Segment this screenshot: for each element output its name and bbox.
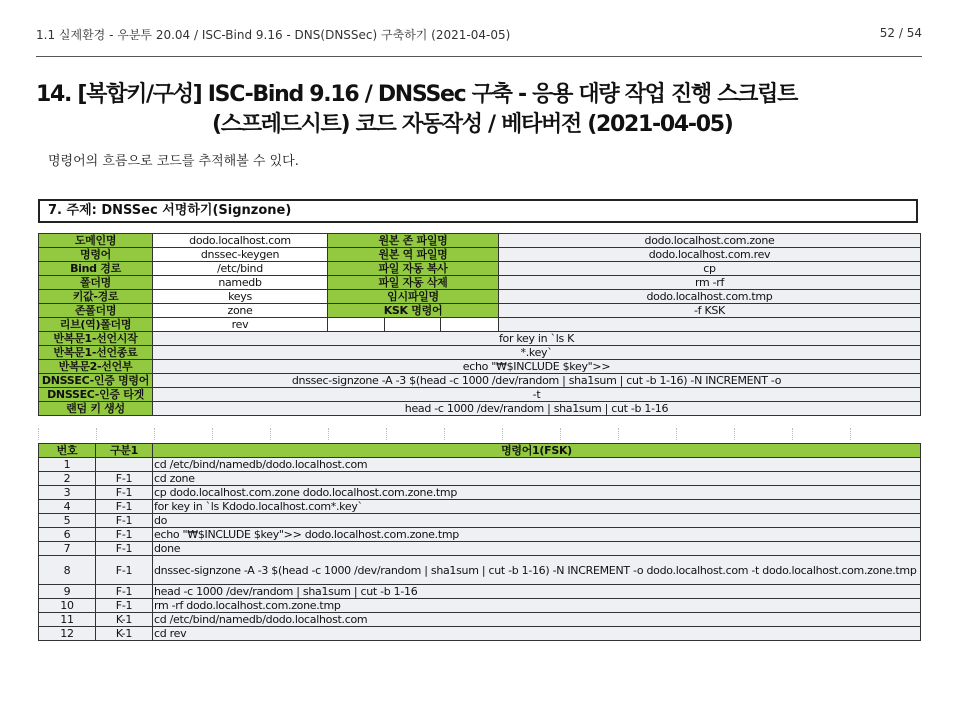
command-row (39, 528, 921, 542)
command-table (38, 443, 921, 641)
config-label: 명령어 (39, 248, 153, 262)
config-label: 원본 존 파일명 (328, 234, 499, 248)
command-row (39, 613, 921, 627)
command-row (39, 585, 921, 599)
config-value: dnssec-keygen (153, 248, 328, 262)
command-table-header (39, 444, 921, 458)
config-value: namedb (153, 276, 328, 290)
row-command: do (153, 514, 921, 528)
empty-cell (328, 318, 385, 332)
row-number: 12 (39, 627, 96, 641)
row-type: F-1 (96, 542, 153, 556)
row-number: 7 (39, 542, 96, 556)
config-table (38, 233, 921, 416)
row-type (96, 458, 153, 472)
page-header (36, 22, 922, 57)
row-command: cp dodo.localhost.com.zone dodo.localhost.com.zone.tmp (153, 486, 921, 500)
empty-cell (441, 318, 499, 332)
config-row (39, 276, 921, 290)
config-row (39, 304, 921, 318)
row-number: 9 (39, 585, 96, 599)
row-command: echo "₩$INCLUDE $key">> dodo.localhost.com.zone.tmp (153, 528, 921, 542)
row-number: 5 (39, 514, 96, 528)
row-command: cd /etc/bind/namedb/dodo.localhost.com (153, 613, 921, 627)
row-type: F-1 (96, 514, 153, 528)
config-value: dodo.localhost.com.tmp (499, 290, 921, 304)
config-label: Bind 경로 (39, 262, 153, 276)
command-row (39, 486, 921, 500)
config-row (39, 290, 921, 304)
row-number: 11 (39, 613, 96, 627)
row-number: 3 (39, 486, 96, 500)
config-label: 파일 자동 삭제 (328, 276, 499, 290)
header-type: 구분1 (96, 444, 153, 458)
command-row (39, 556, 921, 585)
row-type: F-1 (96, 556, 153, 585)
config-value: keys (153, 290, 328, 304)
row-number: 1 (39, 458, 96, 472)
title-line-1: 14. [복합키/구성] ISC-Bind 9.16 / DNSSec 구축 - 응용 대량 작업 진행 스크립트 (36, 82, 798, 107)
config-label: 원본 역 파일명 (328, 248, 499, 262)
empty-cell (385, 318, 441, 332)
row-type: F-1 (96, 486, 153, 500)
row-type: K-1 (96, 627, 153, 641)
row-number: 2 (39, 472, 96, 486)
row-command: dnssec-signzone -A -3 $(head -c 1000 /dev/random | sha1sum | cut -b 1-16) -N INCREMENT -o dodo.localhost.com -t dodo.localhost.com.zone.tmp (153, 556, 921, 585)
command-row (39, 458, 921, 472)
row-number: 10 (39, 599, 96, 613)
config-row-wide (39, 374, 921, 388)
config-label: 임시파일명 (328, 290, 499, 304)
config-row-wide (39, 402, 921, 416)
row-number: 4 (39, 500, 96, 514)
config-label: KSK 명령어 (328, 304, 499, 318)
description: 명령어의 흐름으로 코드를 추적해볼 수 있다. (48, 154, 299, 169)
config-label: 반복문1-선언종료 (39, 346, 153, 360)
config-label: 폴더명 (39, 276, 153, 290)
config-value: dodo.localhost.com (153, 234, 328, 248)
command-row (39, 542, 921, 556)
row-type: F-1 (96, 599, 153, 613)
row-number: 6 (39, 528, 96, 542)
header-cmd: 명령어1(FSK) (153, 444, 921, 458)
config-value: dodo.localhost.com.rev (499, 248, 921, 262)
row-command: cd rev (153, 627, 921, 641)
page-number: 52 / 54 (879, 26, 922, 40)
command-row (39, 500, 921, 514)
config-row (39, 318, 921, 332)
config-label: 파일 자동 복사 (328, 262, 499, 276)
config-label: 존폴더명 (39, 304, 153, 318)
config-row-wide (39, 346, 921, 360)
config-row-wide (39, 360, 921, 374)
config-value: rev (153, 318, 328, 332)
config-value: /etc/bind (153, 262, 328, 276)
config-row (39, 248, 921, 262)
config-label: 반복문2-선언부 (39, 360, 153, 374)
row-command: rm -rf dodo.localhost.com.zone.tmp (153, 599, 921, 613)
config-value (499, 318, 921, 332)
config-label: 도메인명 (39, 234, 153, 248)
config-label: 랜덤 키 생성 (39, 402, 153, 416)
config-row (39, 262, 921, 276)
config-value: for key in `ls K (153, 332, 921, 346)
config-value: zone (153, 304, 328, 318)
config-value: rm -rf (499, 276, 921, 290)
title-line-2: (스프레드시트) 코드 자동작성 / 베타버전 (2021-04-05) (212, 112, 733, 137)
config-value: cp (499, 262, 921, 276)
row-number: 8 (39, 556, 96, 585)
row-command: head -c 1000 /dev/random | sha1sum | cut -b 1-16 (153, 585, 921, 599)
config-label: 리브(역)폴더명 (39, 318, 153, 332)
command-row (39, 627, 921, 641)
row-type: F-1 (96, 528, 153, 542)
header-title: 1.1 실제환경 - 우분투 20.04 / ISC-Bind 9.16 - DNS(DNSSec) 구축하기 (2021-04-05) (36, 28, 511, 42)
config-value: dnssec-signzone -A -3 $(head -c 1000 /dev/random | sha1sum | cut -b 1-16) -N INCREMENT -o (153, 374, 921, 388)
config-value: head -c 1000 /dev/random | sha1sum | cut -b 1-16 (153, 402, 921, 416)
topic-box: 7. 주제: DNSSec 서명하기(Signzone) (38, 199, 918, 223)
row-command: done (153, 542, 921, 556)
row-type: F-1 (96, 585, 153, 599)
config-value: echo "₩$INCLUDE $key">> (153, 360, 921, 374)
config-value: -t (153, 388, 921, 402)
row-type: F-1 (96, 500, 153, 514)
config-label: 반복문1-선언시작 (39, 332, 153, 346)
row-command: cd zone (153, 472, 921, 486)
config-label: 키값-경로 (39, 290, 153, 304)
header-num: 번호 (39, 444, 96, 458)
command-row (39, 514, 921, 528)
row-command: cd /etc/bind/namedb/dodo.localhost.com (153, 458, 921, 472)
row-command: for key in `ls Kdodo.localhost.com*.key` (153, 500, 921, 514)
row-type: K-1 (96, 613, 153, 627)
config-value: *.key` (153, 346, 921, 360)
config-row-wide (39, 332, 921, 346)
config-value: dodo.localhost.com.zone (499, 234, 921, 248)
command-row (39, 599, 921, 613)
sheet-spacer (38, 428, 921, 440)
config-row-wide (39, 388, 921, 402)
config-value: -f KSK (499, 304, 921, 318)
config-row (39, 234, 921, 248)
command-row (39, 472, 921, 486)
page-title (36, 80, 916, 140)
config-label: DNSSEC-인증 명령어 (39, 374, 153, 388)
config-label: DNSSEC-인증 타겟 (39, 388, 153, 402)
row-type: F-1 (96, 472, 153, 486)
